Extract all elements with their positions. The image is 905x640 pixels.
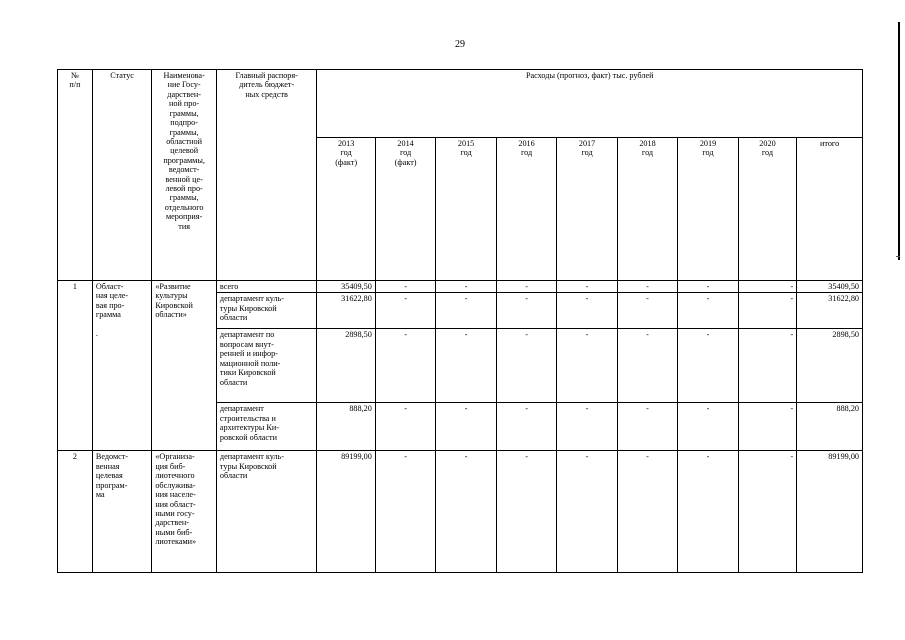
row1-dot: . [95, 329, 98, 339]
row1-num: 1 [58, 281, 93, 451]
header-year-2013: 2013 год (факт) [317, 138, 375, 281]
dash-cell: - [375, 293, 435, 329]
dash-cell: - [375, 281, 435, 293]
row1-manager-construction: департамент строительства и архитектуры Ки- ровской области [216, 403, 316, 451]
dash-cell: - [678, 451, 738, 573]
dash-cell: - [617, 329, 677, 403]
header-year-2014: 2014 год (факт) [375, 138, 435, 281]
row1-manager-internal-policy: департамент по вопросам внут- ренней и инфор- мационной поли- тики Кировской области [216, 329, 316, 403]
dash-cell: - [436, 293, 496, 329]
dash-cell: - [557, 403, 617, 451]
row1-name: «Развитие культуры Кировской области» [152, 281, 217, 451]
dash-cell: - [617, 451, 677, 573]
header-year-2020: 2020 год [738, 138, 796, 281]
dash-cell: - [557, 451, 617, 573]
scan-edge-tick [896, 256, 900, 257]
dash-cell: - [436, 403, 496, 451]
dash-cell: - [617, 403, 677, 451]
row1-construction-2013: 888,20 [317, 403, 375, 451]
row1-construction-sum: 888,20 [797, 403, 863, 451]
budget-table [57, 69, 863, 573]
row1-internal-sum: 2898,50 [797, 329, 863, 403]
header-year-2017: 2017 год [557, 138, 617, 281]
dash-cell: - [678, 329, 738, 403]
row1-status-cell [92, 281, 151, 451]
dash-cell: - [557, 281, 617, 293]
dash-cell: - [738, 403, 796, 451]
dash-cell: - [496, 403, 556, 451]
row2-status: Ведомст- венная целевая програм- ма [92, 451, 151, 573]
dash-cell: - [738, 451, 796, 573]
dash-cell: - [557, 293, 617, 329]
dash-cell: - [738, 329, 796, 403]
header-status: Статус [92, 70, 151, 281]
row2-2013: 89199,00 [317, 451, 375, 573]
row2-name: «Организа- ция биб- лиотечного обслужива- ния населе- ния област- ными госу- дарствен- ными биб- лиотеками» [152, 451, 217, 573]
header-year-2015: 2015 год [436, 138, 496, 281]
dash-cell: - [375, 329, 435, 403]
dash-cell: - [436, 281, 496, 293]
dash-cell: - [436, 451, 496, 573]
page-number: 29 [455, 39, 465, 50]
row1-culture-2013: 31622,80 [317, 293, 375, 329]
row1-culture-sum: 31622,80 [797, 293, 863, 329]
row1-status: Област- ная целе- вая про- грамма [95, 282, 129, 320]
dash-cell: - [738, 293, 796, 329]
dash-cell: - [436, 329, 496, 403]
dash-cell: - [496, 451, 556, 573]
row1-manager-culture: департамент куль- туры Кировской области [216, 293, 316, 329]
header-expenses: Расходы (прогноз, факт) тыс. рублей [317, 70, 863, 138]
row1-internal-2013: 2898,50 [317, 329, 375, 403]
header-year-2018: 2018 год [617, 138, 677, 281]
dash-cell: - [557, 329, 617, 403]
dash-cell: - [678, 281, 738, 293]
dash-cell: - [496, 329, 556, 403]
dash-cell: - [617, 293, 677, 329]
dash-cell: - [678, 403, 738, 451]
row1-total-sum: 35409,50 [797, 281, 863, 293]
dash-cell: - [375, 451, 435, 573]
header-year-2016: 2016 год [496, 138, 556, 281]
dash-cell: - [496, 293, 556, 329]
row2-sum: 89199,00 [797, 451, 863, 573]
header-name: Наименова- ние Госу- дарствен- ной про- граммы, подпро- граммы, областной целевой программы, ведомст- венной це- левой про- граммы, отдельного мероприя- тия [152, 70, 217, 281]
header-year-2019: 2019 год [678, 138, 738, 281]
dash-cell: - [617, 281, 677, 293]
row1-total-2013: 35409,50 [317, 281, 375, 293]
header-manager: Главный распоря- дитель бюджет- ных средств [216, 70, 316, 281]
row2-num: 2 [58, 451, 93, 573]
row1-manager-total: всего [216, 281, 316, 293]
scan-edge-mark [898, 22, 900, 260]
dash-cell: - [496, 281, 556, 293]
header-total: итого [797, 138, 863, 281]
dash-cell: - [375, 403, 435, 451]
header-num: № п/п [58, 70, 93, 281]
dash-cell: - [738, 281, 796, 293]
row2-manager: департамент куль- туры Кировской области [216, 451, 316, 573]
dash-cell: - [678, 293, 738, 329]
